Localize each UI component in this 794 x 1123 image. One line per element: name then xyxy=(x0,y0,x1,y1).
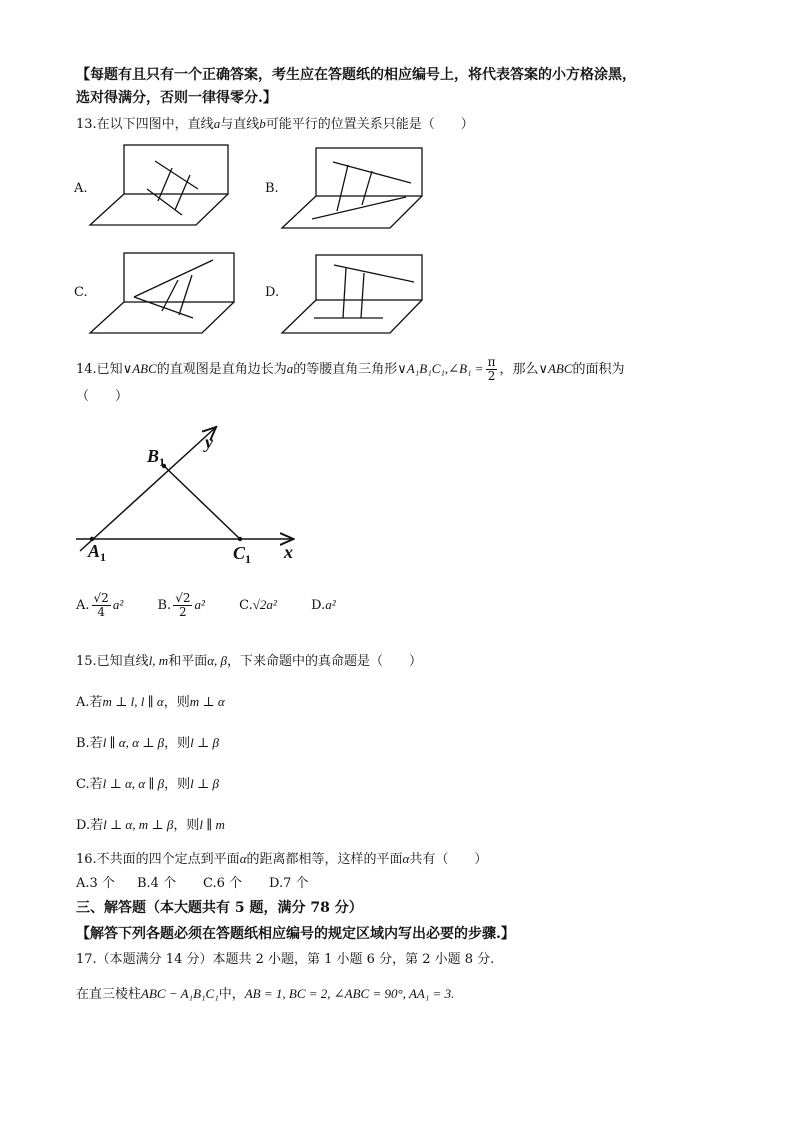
q14-option-c: C.√2a² xyxy=(239,597,277,613)
q15-planes: α, β xyxy=(207,653,228,668)
q15-option-b: B.若l ∥ α, α ⊥ β，则l ⊥ β xyxy=(76,735,219,751)
q14-stem-post: ，那么 xyxy=(499,362,539,377)
y-axis-label: y xyxy=(205,432,213,452)
section-3-title: 三、解答题（本大题共有 5 题，满分 78 分） xyxy=(76,900,363,916)
q14-paren: （ ） xyxy=(76,389,129,404)
a1-label: $A_1$ xyxy=(88,541,107,564)
q16-option-d: D.7 个 xyxy=(269,876,309,891)
q17-conditions: AB = 1, BC = 2, ∠ABC = 90°, AA₁ = 3. xyxy=(244,986,455,1001)
q13-option-a-label: A. xyxy=(74,181,88,196)
q14-tri: ∨ABC xyxy=(122,361,157,376)
b1-label: $B_1$ xyxy=(147,446,166,469)
x-axis-label: x xyxy=(284,542,293,562)
q14-tri2: ∨ABC xyxy=(538,361,573,376)
segment-b1-c1 xyxy=(164,466,240,539)
q15-stem: 15.已知直线l, m和平面α, β，下来命题中的真命题是（ ） xyxy=(76,653,423,669)
q15-option-c: C.若l ⊥ α, α ∥ β，则l ⊥ β xyxy=(76,776,219,792)
q14-option-b: B. $\frac{√2}{2}$ a² xyxy=(157,591,205,619)
q13-option-c-label: C. xyxy=(74,285,88,300)
q17-prism: ABC − A₁B₁C₁ xyxy=(141,986,219,1001)
instruction-line-1: 【每题有且只有一个正确答案，考生应在答题纸的相应编号上，将代表答案的小方格涂黑， xyxy=(76,67,636,83)
q14-pi: π xyxy=(487,355,496,369)
q17-condition: 在直三棱柱ABC − A₁B₁C₁中，AB = 1, BC = 2, ∠ABC = 90°, AA₁ = 3. xyxy=(76,986,455,1002)
q13-stem-pre: 13.在以下四图中，直线 xyxy=(76,117,214,132)
q14-stem-mid: 的直观图是直角边长为 xyxy=(156,362,287,377)
q13-option-b-label: B. xyxy=(265,181,279,196)
q17-stem: 17.（本题满分 14 分）本题共 2 小题，第 1 小题 6 分，第 2 小题 8 分. xyxy=(76,952,495,967)
q16-option-b: B.4 个 xyxy=(137,876,177,891)
q14-stem-end: 的面积为 xyxy=(572,362,625,377)
q13-stem-post: 可能平行的位置关系只能是（ ） xyxy=(265,117,474,132)
q13-var-b: b xyxy=(259,116,266,131)
q15-option-d: D.若l ⊥ α, m ⊥ β，则l ∥ m xyxy=(76,817,225,833)
q15-option-a: A.若m ⊥ l, l ∥ α，则m ⊥ α xyxy=(76,694,225,710)
q13-var-a: a xyxy=(213,116,221,131)
q13-stem-mid: 与直线 xyxy=(220,117,260,132)
q14-option-a: A. $\frac{√2}{4}$ a² xyxy=(76,591,124,619)
q15-vars: l, m xyxy=(148,653,169,668)
q16-option-c: C.6 个 xyxy=(203,876,243,891)
instruction-line-2: 选对得满分，否则一律得零分.】 xyxy=(76,90,277,106)
q13-option-d-label: D. xyxy=(265,285,280,300)
q16-stem: 16.不共面的四个定点到平面α的距离都相等，这样的平面α共有（ ） xyxy=(76,851,488,867)
q14-option-d: D.a² xyxy=(311,597,336,613)
q14-tri1: ∨A₁B₁C₁,∠B₁ = xyxy=(397,361,484,376)
q16-option-a: A.3 个 xyxy=(76,876,115,891)
section-3-instruction: 【解答下列各题必须在答题纸相应编号的规定区域内写出必要的步骤.】 xyxy=(76,926,515,942)
q14-two: 2 xyxy=(487,369,496,383)
q14-var-a: a xyxy=(286,361,294,376)
q14-stem-pre: 14.已知 xyxy=(76,362,123,377)
q14-stem-mid2: 的等腰直角三角形 xyxy=(293,362,398,377)
c1-label: $C_1$ xyxy=(233,543,252,566)
q14-options xyxy=(76,590,336,621)
